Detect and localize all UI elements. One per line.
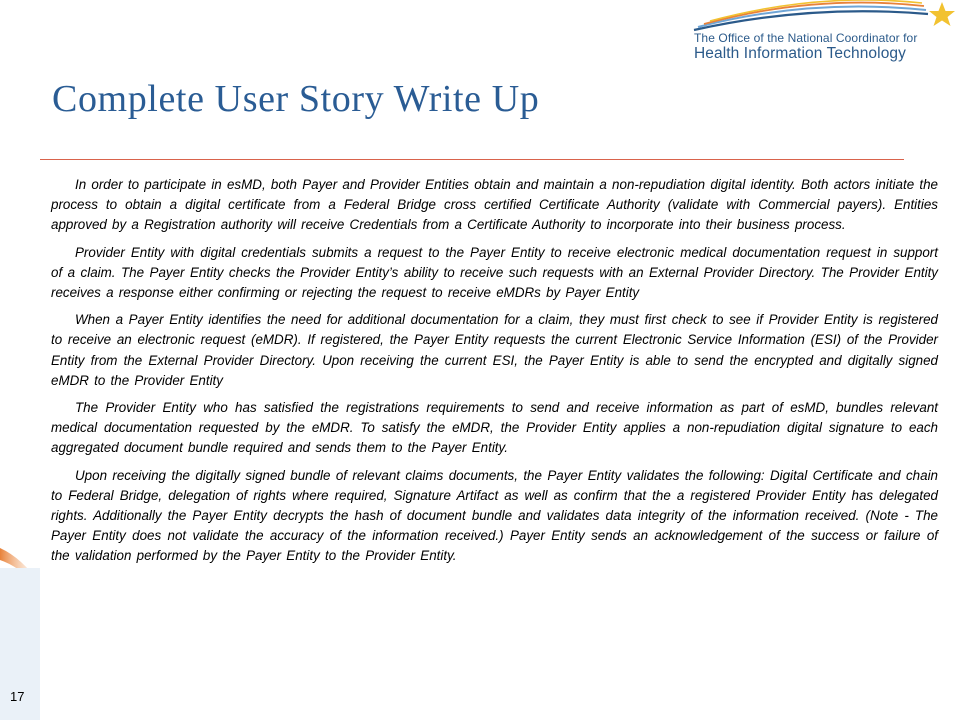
body-text bbox=[51, 175, 938, 574]
slide-title: Complete User Story Write Up bbox=[52, 78, 540, 120]
star-icon bbox=[929, 2, 955, 26]
paragraph: In order to participate in esMD, both Payer and Provider Entities obtain and maintain a non-repudiation digital identity. Both actors initiate the process to obtain a digital certificate from a Federal Bridge cross certified Certificate Authority (validate with Commercial payers). Entities approved by a Registration authority will receive Credentials from a Certificate Authority to incorporate into their business process. bbox=[51, 177, 938, 233]
title-divider bbox=[40, 159, 904, 160]
logo-text-line1: The Office of the National Coordinator for bbox=[694, 31, 918, 45]
paragraph: Upon receiving the digitally signed bundle of relevant claims documents, the Payer Entity validates the following: Digital Certificate and chain to Federal Bridge, delegation of rights where required, Signature Artifact as well as confirm that the a registered Provider Entity has delegated rights. Additionally the Payer Entity decrypts the hash of document bundle and validates data integrity of the information received. (Note - The Payer Entity does not validate the accuracy of the information received.) Payer Entity sends an acknowledgement of the success or failure of the validation performed by the Payer Entity to the Provider Entity. bbox=[51, 467, 938, 564]
paragraph: When a Payer Entity identifies the need for additional documentation for a claim, they must first check to see if Provider Entity is registered to receive an electronic request (eMDR). If registered, the Payer Entity requests the current Electronic Service Information (ESI) of the Provider Entity from the External Provider Directory. Upon receiving the current ESI, the Payer Entity is able to send the encrypted and digitally signed eMDR to the Provider Entity bbox=[51, 312, 938, 388]
page-number: 17 bbox=[10, 689, 25, 704]
logo-text-line2: Health Information Technology bbox=[694, 45, 906, 62]
onc-logo bbox=[690, 0, 960, 72]
paragraph: The Provider Entity who has satisfied the registrations requirements to send and receive information as part of esMD, bundles relevant medical documentation requested by the eMDR. To satisfy the eMDR, the Provider Entity applies a non-repudiation digital signature to each aggregated document bundle required and sends them to the Payer Entity. bbox=[51, 400, 938, 456]
paragraph: Provider Entity with digital credentials submits a request to the Payer Entity to receive electronic medical documentation request in support of a claim. The Payer Entity checks the Provider Entity’s ability to receive such requests with an External Provider Directory. The Provider Entity receives a response either confirming or rejecting the request to receive eMDRs by Payer Entity bbox=[51, 244, 938, 301]
